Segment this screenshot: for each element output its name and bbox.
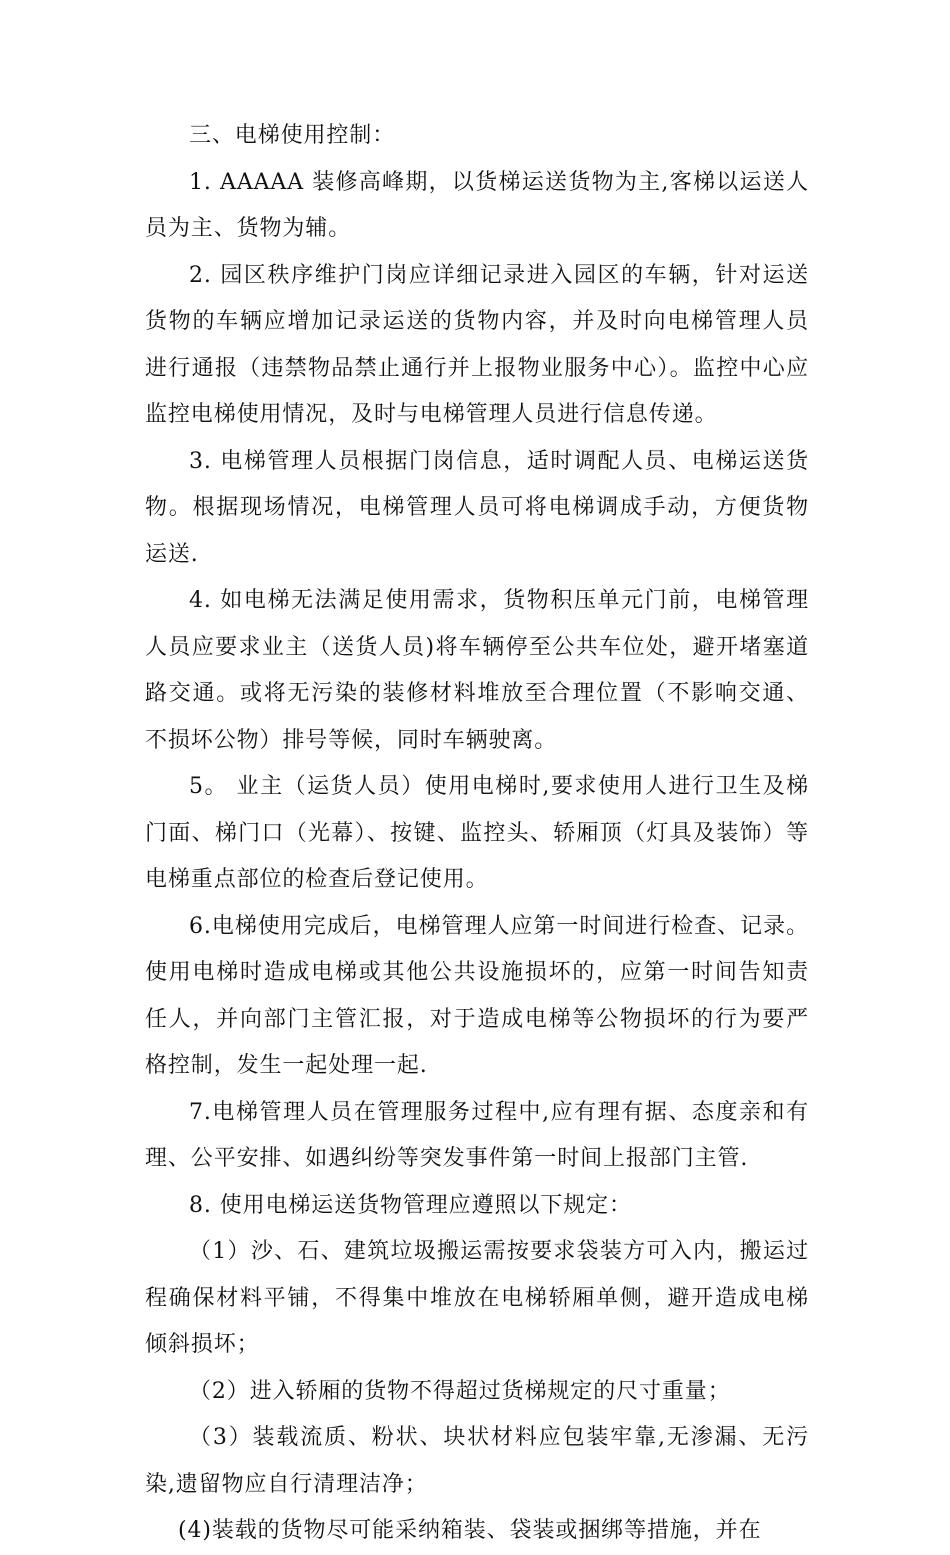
rule-3: （3）装载流质、粉状、块状材料应包装牢靠,无渗漏、无污染,遗留物应自行清理洁净；	[145, 1425, 809, 1497]
paragraph-5: 5。 业主（运货人员）使用电梯时,要求使用人进行卫生及梯门面、梯门口（光幕）、按键、监控头、轿厢顶（灯具及装饰）等电梯重点部位的检查后登记使用。	[145, 774, 809, 892]
rule-1: （1）沙、石、建筑垃圾搬运需按要求袋装方可入内，搬运过程确保材料平铺，不得集中堆放在电梯轿厢单侧，避开造成电梯倾斜损坏；	[145, 1239, 809, 1357]
paragraph-8: 8. 使用电梯运送货物管理应遵照以下规定：	[189, 1192, 632, 1218]
rule-4: (4)装载的货物尽可能采纳箱装、袋装或捆绑等措施，并在	[178, 1518, 762, 1543]
rule-2: （2）进入轿厢的货物不得超过货梯规定的尺寸重量；	[189, 1378, 731, 1404]
paragraph-3: 3. 电梯管理人员根据门岗信息，适时调配人员、电梯运送货物。根据现场情况，电梯管理人员可将电梯调成手动，方便货物运送.	[145, 448, 809, 567]
paragraph-7: 7.电梯管理人员在管理服务过程中,应有理有据、态度亲和有理、公平安排、如遇纠纷等突发事件第一时间上报部门主管.	[145, 1099, 809, 1171]
paragraph-6: 6.电梯使用完成后，电梯管理人应第一时间进行检查、记录。使用电梯时造成电梯或其他公共设施损坏的，应第一时间告知责任人，并向部门主管汇报，对于造成电梯等公物损坏的行为要严格控制，发生一起处理一起.	[145, 913, 809, 1078]
paragraph-4: 4. 如电梯无法满足使用需求，货物积压单元门前，电梯管理人员应要求业主（送货人员)将车辆停至公共车位处，避开堵塞道路交通。或将无污染的装修材料堆放至合理位置（不影响交通、不损坏公物）排号等候，同时车辆驶离。	[145, 588, 809, 753]
document-body	[145, 113, 809, 1555]
paragraph-1: 1. AAAAA 装修高峰期，以货梯运送货物为主,客梯以运送人员为主、货物为辅。	[145, 169, 809, 241]
section-heading: 三、电梯使用控制：	[189, 123, 396, 148]
paragraph-2: 2. 园区秩序维护门岗应详细记录进入园区的车辆，针对运送货物的车辆应增加记录运送的货物内容，并及时向电梯管理人员进行通报（违禁物品禁止通行并上报物业服务中心）。监控中心应监控电梯使用情况，及时与电梯管理人员进行信息传递。	[145, 262, 809, 427]
